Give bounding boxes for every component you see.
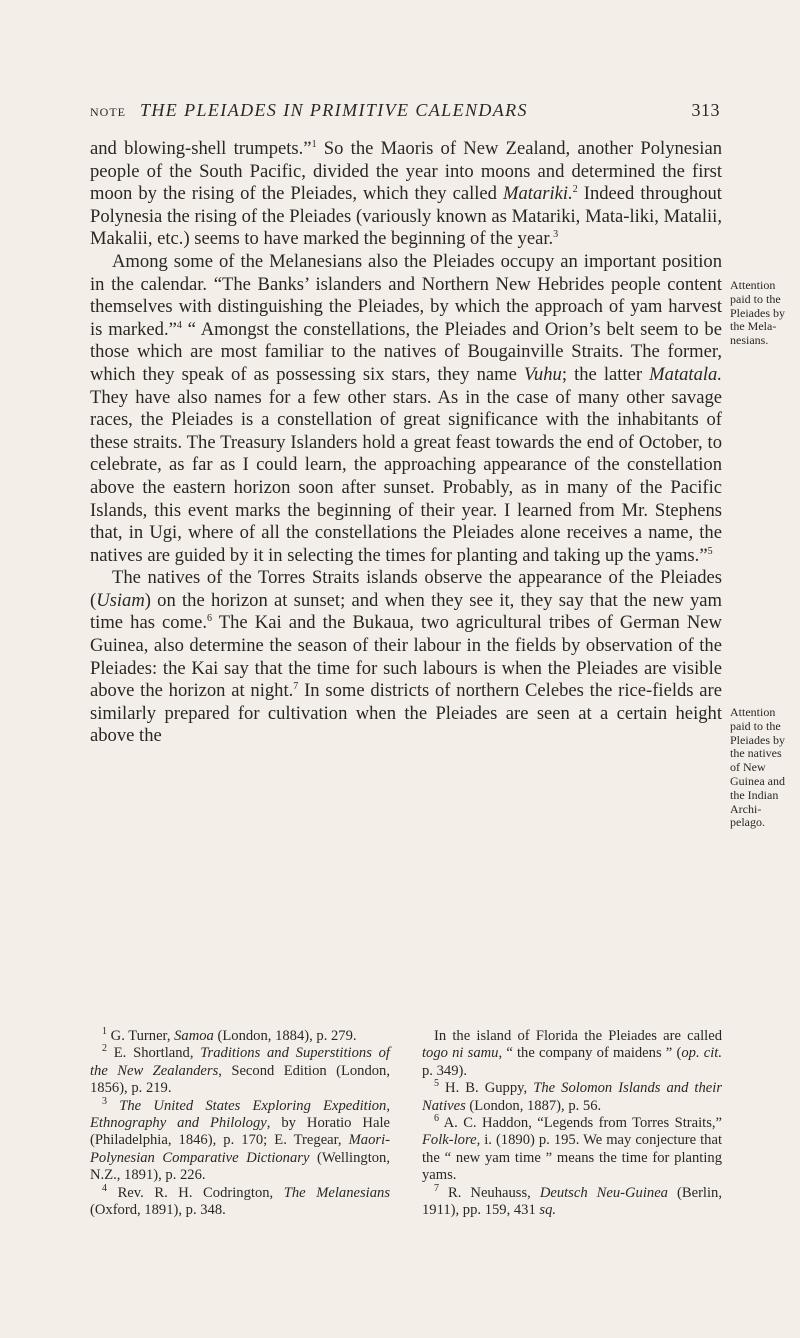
text-run: , by Horatio Hale (Philadelphia, 1846), p. 170; E. Tregear, bbox=[90, 1115, 390, 1149]
margin-note-line: Attention bbox=[730, 705, 776, 719]
text-run: (Berlin, 1911), pp. 159, 431 bbox=[422, 1184, 722, 1219]
margin-note-line: the Indian bbox=[730, 787, 779, 802]
footnote bbox=[422, 1115, 722, 1185]
text-run: R. Neuhauss, bbox=[439, 1184, 540, 1201]
margin-note-line: paid to the bbox=[730, 291, 781, 306]
margin-note-line: nesians. bbox=[730, 333, 769, 348]
italic-text: Matariki. bbox=[503, 183, 573, 205]
footnote-ref: 5 bbox=[434, 1078, 439, 1090]
italic-text: The Melanesians bbox=[283, 1184, 390, 1201]
margin-note bbox=[730, 279, 798, 348]
text-run: They have also names for a few other stars. As in the case of many other savage races, the Pleiades is a constellation of great significance with the inhabitants of these straits. The Treasury Islanders hold a great feast towards the end of October, to celebrate, as far as I could learn, the approaching appearance of the constellation above the eastern horizon soon after sunset. Probably, as in many of the Pacific Islands, this event marks the beginning of their year. I learned from Mr. Stephens that, in Ugi, where of all the constellations the Pleiades alone receives a name, the natives are guided by it in selecting the times for planting and taking up the yams.” bbox=[90, 386, 722, 566]
footnotes-right-column bbox=[422, 1028, 722, 1219]
text-run: p. 349). bbox=[422, 1062, 467, 1079]
footnote bbox=[422, 1182, 722, 1220]
footnote bbox=[422, 1080, 722, 1115]
margin-note-line: of New bbox=[730, 760, 766, 775]
italic-text: Traditions and Superstitions of the New Zealanders bbox=[90, 1045, 390, 1079]
text-run: A. C. Haddon, “Legends from Torres Straits,” bbox=[439, 1115, 722, 1132]
text-run: H. B. Guppy, bbox=[439, 1080, 534, 1097]
margin-note-line: paid to the bbox=[730, 718, 781, 733]
footnote-ref: 6 bbox=[434, 1113, 439, 1125]
italic-text: sq. bbox=[539, 1202, 557, 1219]
text-run: In the island of Florida the Pleiades are called bbox=[434, 1028, 722, 1044]
italic-text: togo ni samu bbox=[422, 1045, 499, 1062]
text-run: (Wellington, N.Z., 1891), p. 226. bbox=[90, 1149, 390, 1184]
paragraph bbox=[90, 138, 722, 251]
header-title: THE PLEIADES IN PRIMITIVE CALENDARS bbox=[140, 100, 528, 120]
italic-text: Maori-Polynesian Comparative Dictionary bbox=[90, 1132, 390, 1166]
header-note-label: NOTE bbox=[90, 105, 126, 119]
margin-note-line: Pleiades by bbox=[730, 732, 785, 747]
text-run: Among some of the Melanesians also the Pleiades occupy an important position in the calendar. “The Banks’ islanders and Northern New Hebrides people content themselves with distinguishing the Pleiades, by which the approach of yam harvest is marked.” bbox=[90, 250, 722, 340]
italic-text: Usiam bbox=[96, 589, 145, 611]
italic-text: The United States Exploring Expedition, Ethnography and Philology bbox=[90, 1097, 390, 1132]
text-run: (Oxford, 1891), p. 348. bbox=[90, 1202, 226, 1219]
text-run: , Second Edition (London, 1856), p. 219. bbox=[90, 1062, 391, 1097]
text-run: The natives of the Torres Straits islands observe the appearance of the Pleiades ( bbox=[90, 567, 722, 611]
footnote bbox=[90, 1045, 390, 1097]
footnote bbox=[90, 1095, 390, 1185]
footnote bbox=[422, 1028, 722, 1080]
main-text bbox=[90, 138, 722, 748]
italic-text: The Solomon Islands and their Natives bbox=[422, 1080, 722, 1114]
footnote-ref: 4 bbox=[176, 319, 182, 331]
text-run: and blowing-shell trumpets.” bbox=[90, 138, 312, 159]
text-run: “ Amongst the constellations, the Pleiades and Orion’s belt seem to be those which are most familiar to the natives of Bougainville Straits. The former, which they speak of as possessing six stars, they name bbox=[90, 318, 722, 385]
margin-note-line: Archi- bbox=[730, 801, 762, 816]
italic-text: Vuhu bbox=[523, 363, 562, 385]
text-run: ; the latter bbox=[561, 363, 650, 385]
footnote-ref: 3 bbox=[553, 229, 559, 241]
text-run: ) on the horizon at sunset; and when they see it, they say that the new yam time has come. bbox=[90, 589, 722, 634]
margin-note bbox=[730, 706, 798, 830]
footnote-ref: 7 bbox=[434, 1182, 439, 1194]
footnote-ref: 2 bbox=[572, 184, 578, 195]
italic-text: op. cit. bbox=[681, 1045, 723, 1062]
footnote-ref: 1 bbox=[311, 138, 317, 150]
footnotes-left-column bbox=[90, 1028, 390, 1219]
italic-text: Matatala. bbox=[649, 363, 722, 385]
text-run: The Kai and the Bukaua, two agricultural tribes of German New Guinea, also determine the season of their labour in the fields by observation of the Pleiades: the Kai say that the time for such labours is when the Pleiades are visible above the horizon at night. bbox=[90, 612, 722, 702]
footnote-ref: 7 bbox=[293, 681, 299, 693]
footnote bbox=[90, 1028, 390, 1045]
text-run: , “ the company of maidens ” ( bbox=[498, 1045, 682, 1062]
footnote-ref: 5 bbox=[707, 545, 713, 557]
footnote-ref: 6 bbox=[206, 613, 212, 625]
margin-note-line: Guinea and bbox=[730, 773, 785, 788]
text-run: G. Turner, bbox=[107, 1028, 175, 1044]
paragraph bbox=[90, 251, 722, 567]
footnote-ref: 1 bbox=[102, 1026, 107, 1038]
footnote-ref: 2 bbox=[102, 1043, 107, 1055]
footnote-ref: 3 bbox=[102, 1095, 107, 1107]
text-run: (London, 1887), p. 56. bbox=[465, 1097, 602, 1114]
text-run: (London, 1884), p. 279. bbox=[213, 1028, 357, 1044]
text-run: , i. (1890) p. 195. We may conjecture that the “ new yam time ” means the time for planting yams. bbox=[422, 1132, 722, 1184]
paragraph bbox=[90, 567, 722, 748]
text-run: In some districts of northern Celebes the rice-fields are similarly prepared for cultivation when the Pleiades are seen at a certain height above the bbox=[90, 680, 722, 747]
footnote-ref: 4 bbox=[102, 1182, 107, 1194]
italic-text: Samoa bbox=[174, 1028, 214, 1044]
text-run: Rev. R. H. Codrington, bbox=[107, 1184, 284, 1201]
text-run: E. Shortland, bbox=[107, 1045, 201, 1062]
text-run: Indeed throughout Polynesia the rising of the Pleiades (variously known as Matariki, Mata-liki, Matalii, Makalii, etc.) seems to have marked the beginning of the year. bbox=[90, 183, 722, 250]
footnote bbox=[90, 1182, 390, 1220]
italic-text: Deutsch Neu-Guinea bbox=[539, 1184, 668, 1201]
text-run: So the Maoris of New Zealand, another Polynesian people of the South Pacific, divided the year into moons and determined the first moon by the rising of the Pleiades, which they called bbox=[90, 138, 722, 205]
margin-note-line: pelago. bbox=[730, 815, 765, 830]
text-run bbox=[107, 1098, 119, 1114]
margin-note-line: the Mela- bbox=[730, 319, 777, 334]
margin-note-line: the natives bbox=[730, 746, 782, 761]
margin-note-line: Pleiades by bbox=[730, 305, 785, 320]
italic-text: Folk-lore bbox=[422, 1132, 477, 1149]
margin-note-line: Attention bbox=[730, 278, 776, 292]
page-number: 313 bbox=[691, 100, 720, 120]
